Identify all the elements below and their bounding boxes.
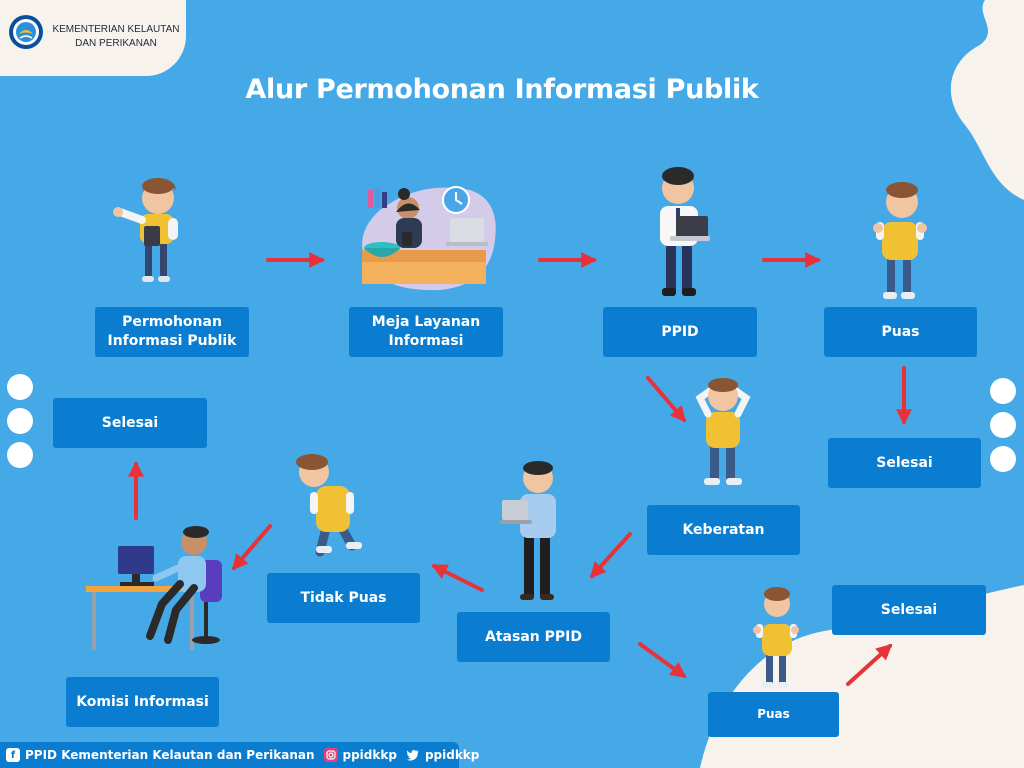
twitter-icon[interactable] — [406, 748, 420, 762]
facebook-icon[interactable]: f — [6, 748, 20, 762]
thumbs-up-person-illustration — [873, 182, 927, 299]
desk-worker-illustration — [86, 526, 222, 650]
arrow-atasan-to-puas — [640, 644, 684, 676]
arrow-ppid-to-keberatan — [648, 378, 684, 420]
arrow-atasan-to-tidak-puas — [434, 566, 482, 590]
node-selesai-left: Selesai — [53, 398, 207, 448]
person-with-tablet-illustration — [113, 178, 178, 282]
node-komisi-informasi: Komisi Informasi — [66, 677, 219, 727]
node-tidak-puas: Tidak Puas — [267, 573, 420, 623]
node-meja-layanan-informasi: Meja Layanan Informasi — [349, 307, 503, 357]
node-puas-top: Puas — [824, 307, 977, 357]
node-ppid: PPID — [603, 307, 757, 357]
instagram-icon[interactable] — [324, 748, 338, 762]
node-permohonan-informasi-publik: Permohonan Informasi Publik — [95, 307, 249, 357]
node-selesai-bottom: Selesai — [832, 585, 986, 635]
arrow-keberatan-to-atasan — [592, 534, 630, 576]
social-media-footer — [0, 742, 480, 768]
node-puas-bottom: Puas — [708, 692, 839, 737]
officer-with-laptop-illustration — [660, 167, 710, 296]
node-atasan-ppid: Atasan PPID — [457, 612, 610, 662]
arrow-puas-to-selesai-bottom — [848, 646, 890, 684]
sad-person-illustration — [296, 454, 362, 553]
supervisor-with-laptop-illustration — [500, 461, 556, 600]
facebook-label[interactable]: PPID Kementerian Kelautan dan Perikanan — [25, 748, 315, 762]
node-keberatan: Keberatan — [647, 505, 800, 555]
ministry-name-line1: KEMENTERIAN KELAUTAN — [52, 24, 180, 35]
ministry-name-line2: DAN PERIKANAN — [75, 38, 157, 49]
page-title: Alur Permohonan Informasi Publik — [245, 74, 759, 105]
twitter-label[interactable]: ppidkkp — [424, 748, 480, 762]
node-selesai-right: Selesai — [828, 438, 981, 488]
service-desk-illustration — [362, 187, 496, 290]
arrow-tidak-puas-to-komisi — [234, 526, 270, 568]
thumbs-up-person-illustration-bottom — [753, 587, 799, 688]
stressed-person-illustration — [700, 378, 746, 485]
instagram-label[interactable]: ppidkkp — [342, 748, 397, 762]
